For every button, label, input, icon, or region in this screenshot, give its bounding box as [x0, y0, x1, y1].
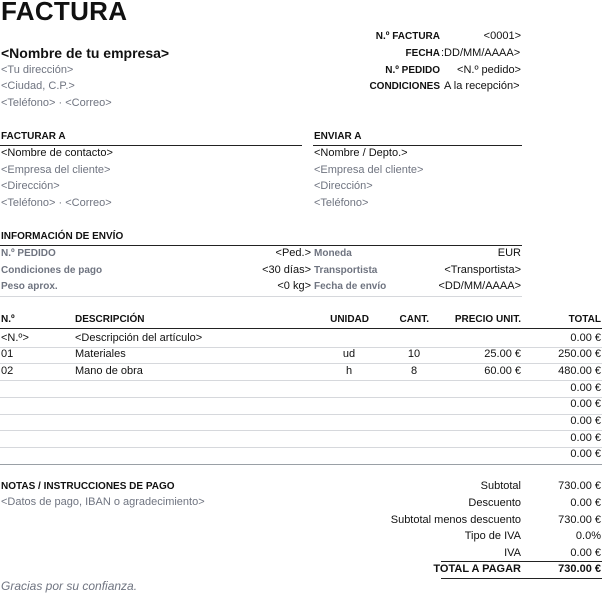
row-divider	[0, 397, 602, 398]
cell-unit-price: 25.00 €	[484, 348, 521, 361]
cell-qty: 8	[410, 364, 418, 377]
order-number-label: N.º PEDIDO	[385, 65, 440, 76]
row-divider	[0, 414, 602, 415]
vat-rate-label: Tipo de IVA	[464, 530, 521, 542]
row-divider	[0, 447, 602, 448]
cell-total: 0.00 €	[570, 398, 601, 411]
grand-total-bottom-rule	[441, 578, 602, 579]
row-divider	[0, 430, 602, 431]
shipping-heading: INFORMACIÓN DE ENVÍO	[1, 231, 124, 242]
col-header-number: N.º	[1, 314, 15, 325]
company-city: <Ciudad, C.P.>	[1, 80, 75, 92]
shipping-bottom-rule	[0, 296, 522, 297]
col-header-unit: UNIDAD	[330, 314, 369, 325]
bill-to-heading: FACTURAR A	[1, 131, 66, 142]
carrier-value: <Transportista>	[444, 264, 521, 276]
cell-total: 0.00 €	[570, 431, 601, 444]
notes-text: <Datos de pago, IBAN o agradecimiento>	[1, 496, 205, 508]
cell-unit-price: 60.00 €	[484, 364, 521, 377]
payment-terms-label: Condiciones de pago	[1, 265, 103, 276]
ship-date-value: <DD/MM/AAAA>	[438, 280, 521, 292]
discount-value: 0.00 €	[570, 497, 601, 509]
invoice-date-value: :DD/MM/AAAA>	[441, 47, 521, 59]
subtotal-less-discount-label: Subtotal menos descuento	[390, 514, 521, 526]
items-header-rule	[0, 328, 602, 329]
currency-label: Moneda	[314, 248, 352, 259]
grand-total-label: TOTAL A PAGAR	[433, 563, 521, 575]
thank-you-note: Gracias por su confianza.	[1, 579, 138, 593]
cell-total: 0.00 €	[570, 448, 601, 461]
cell-total: 480.00 €	[558, 364, 601, 377]
row-divider	[0, 464, 602, 465]
col-header-qty: CANT.	[399, 314, 429, 325]
company-address: <Tu dirección>	[1, 64, 74, 76]
cell-number: 01	[1, 348, 14, 361]
invoice-title: FACTURA	[1, 0, 128, 26]
bill-to-phone-email: <Teléfono> · <Correo>	[1, 197, 112, 209]
company-contact: <Teléfono> · <Correo>	[1, 97, 112, 109]
invoice-number-label: N.º FACTURA	[375, 31, 440, 42]
grand-total-top-rule	[441, 561, 602, 562]
vat-rate-value: 0.0%	[575, 530, 601, 542]
cell-number: 02	[1, 364, 14, 377]
terms-label: CONDICIONES	[369, 81, 440, 92]
ship-to-phone: <Teléfono>	[314, 197, 369, 209]
subtotal-label: Subtotal	[480, 480, 521, 492]
invoice-number-value: <0001>	[483, 30, 521, 42]
shipping-rule	[0, 245, 522, 246]
terms-value: A la recepción>	[444, 80, 520, 92]
subtotal-less-discount-value: 730.00 €	[558, 514, 601, 526]
vat-value: 0.00 €	[570, 547, 601, 559]
bill-to-contact: <Nombre de contacto>	[1, 147, 113, 159]
discount-label: Descuento	[468, 497, 521, 509]
cell-total: 0.00 €	[570, 331, 601, 344]
cell-unit: h	[345, 364, 353, 377]
ship-date-label: Fecha de envío	[314, 281, 387, 292]
carrier-label: Transportista	[314, 265, 378, 276]
col-header-price: PRECIO UNIT.	[454, 314, 521, 325]
bill-to-rule	[0, 145, 302, 146]
order-number-value: <N.º pedido>	[457, 64, 521, 76]
cell-unit: ud	[342, 348, 356, 361]
shipping-order-value: <Ped.>	[275, 247, 311, 259]
cell-description: <Descripción del artículo>	[75, 331, 203, 344]
ship-to-address: <Dirección>	[314, 180, 373, 192]
payment-terms-value: <30 días>	[262, 264, 311, 276]
cell-total: 0.00 €	[570, 415, 601, 427]
cell-number: <N.º>	[1, 331, 29, 344]
cell-total: 0.00 €	[570, 381, 601, 394]
bill-to-company: <Empresa del cliente>	[1, 164, 111, 176]
cell-description: Mano de obra	[75, 364, 143, 377]
notes-heading: NOTAS / INSTRUCCIONES DE PAGO	[1, 481, 175, 492]
ship-to-heading: ENVIAR A	[314, 131, 362, 142]
cell-total: 250.00 €	[558, 348, 601, 361]
col-header-description: DESCRIPCIÓN	[75, 314, 145, 325]
bill-to-address: <Dirección>	[1, 180, 60, 192]
weight-value: <0 kg>	[277, 280, 311, 292]
ship-to-rule	[313, 145, 522, 146]
currency-value: EUR	[497, 247, 521, 259]
ship-to-company: <Empresa del cliente>	[314, 164, 424, 176]
subtotal-value: 730.00 €	[558, 480, 601, 492]
weight-label: Peso aprox.	[1, 281, 58, 292]
cell-qty: 10	[407, 348, 421, 361]
ship-to-name: <Nombre / Depto.>	[314, 147, 408, 159]
company-name: <Nombre de tu empresa>	[1, 45, 170, 61]
col-header-total: TOTAL	[568, 314, 601, 325]
cell-description: Materiales	[75, 348, 126, 361]
shipping-order-label: N.º PEDIDO	[1, 248, 56, 259]
vat-label: IVA	[504, 547, 521, 559]
grand-total-value: 730.00 €	[558, 563, 601, 575]
row-divider	[0, 380, 602, 381]
invoice-date-label: FECHA	[405, 48, 440, 59]
